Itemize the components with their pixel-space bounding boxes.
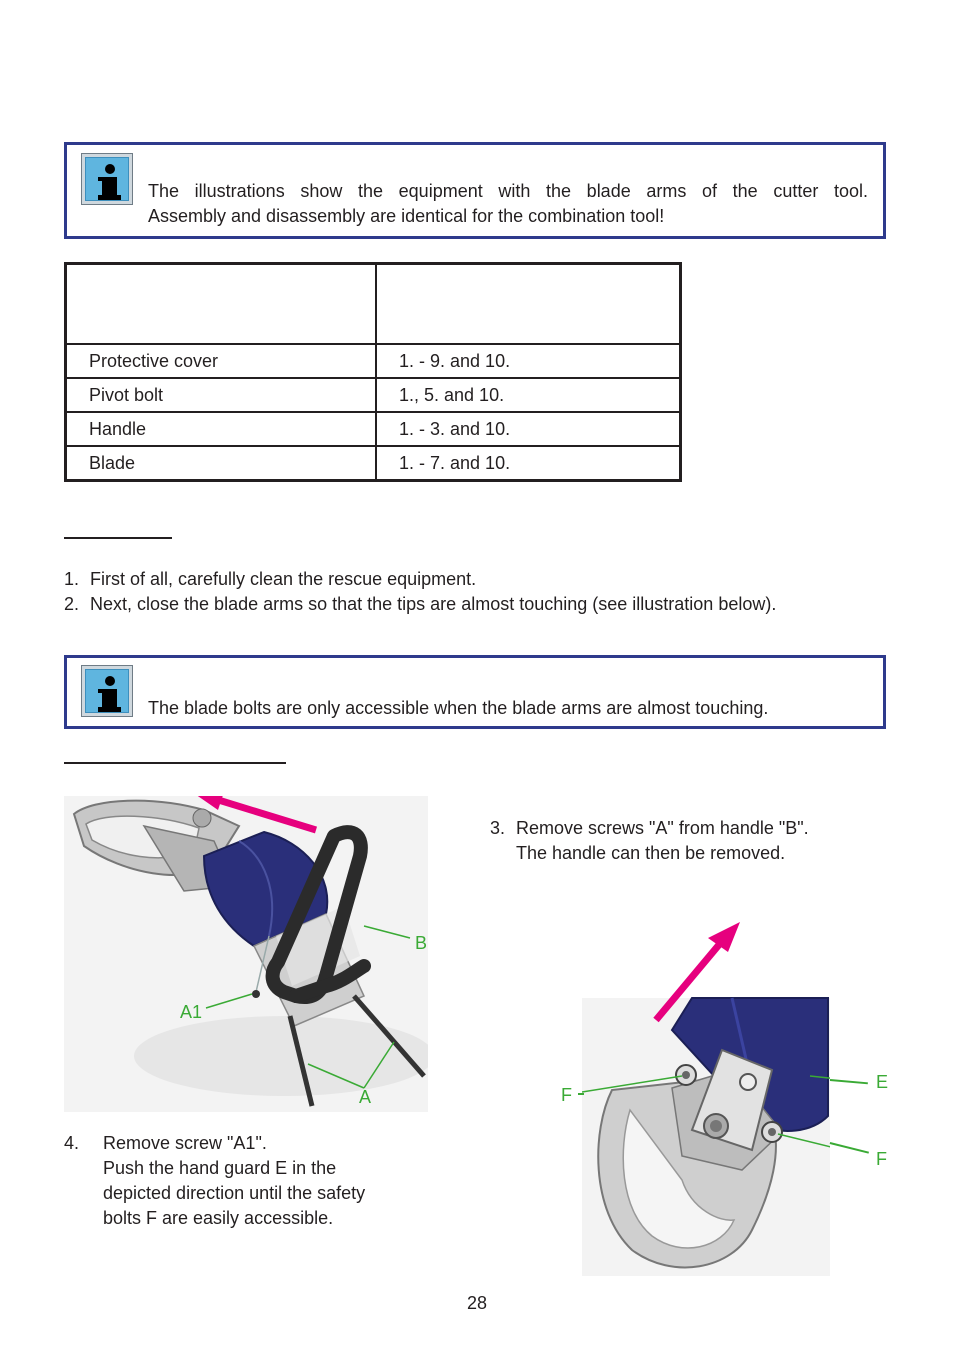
step-text: First of all, carefully clean the rescue equipment. bbox=[90, 569, 477, 589]
handle-removal-illustration bbox=[64, 796, 428, 1112]
step-text: Next, close the blade arms so that the tips are almost touching (see illustration below). bbox=[90, 594, 777, 614]
info-text-line-1: The illustrations show the equipment with the blade arms of the cutter tool. bbox=[148, 181, 868, 201]
assembly-table bbox=[64, 262, 682, 482]
step-3 bbox=[490, 816, 809, 866]
section-heading-rule-2 bbox=[64, 762, 286, 764]
label-a: A bbox=[359, 1087, 372, 1107]
section-heading-rule-1 bbox=[64, 537, 172, 539]
table-header-cell bbox=[66, 264, 377, 345]
table-cell: 1. - 3. and 10. bbox=[376, 412, 681, 446]
table-header-row bbox=[66, 264, 681, 345]
step-text: The handle can then be removed. bbox=[516, 843, 786, 863]
table-row bbox=[66, 378, 681, 412]
step-number: 4. bbox=[64, 1133, 80, 1153]
table-row bbox=[66, 412, 681, 446]
table-row bbox=[66, 344, 681, 378]
label-f-left: F bbox=[561, 1085, 572, 1105]
table-row bbox=[66, 446, 681, 481]
page-number: 28 bbox=[466, 1293, 488, 1313]
label-a1: A1 bbox=[180, 1002, 203, 1022]
table-cell: Protective cover bbox=[66, 344, 377, 378]
steps-list bbox=[64, 567, 776, 617]
leader-line-f1 bbox=[578, 1093, 584, 1095]
label-e: E bbox=[876, 1072, 889, 1092]
label-f-right: F bbox=[876, 1149, 887, 1169]
table-cell: Handle bbox=[66, 412, 377, 446]
table-cell: 1. - 7. and 10. bbox=[376, 446, 681, 481]
info-text-line-2: Assembly and disassembly are identical for the combination tool! bbox=[148, 206, 665, 226]
leader-line-f2 bbox=[830, 1142, 869, 1153]
info-icon bbox=[81, 153, 133, 205]
leader-line-e bbox=[830, 1079, 868, 1084]
info-text-1 bbox=[148, 179, 868, 229]
list-item bbox=[64, 567, 776, 592]
info-box-2 bbox=[64, 655, 886, 729]
step-text: depicted direction until the safety bbox=[103, 1183, 366, 1203]
table-cell: 1., 5. and 10. bbox=[376, 378, 681, 412]
info-icon bbox=[81, 665, 133, 717]
step-4 bbox=[64, 1131, 365, 1231]
step-text: Push the hand guard E in the bbox=[103, 1158, 337, 1178]
step-number: 2. bbox=[64, 594, 80, 614]
step-text: Remove screws "A" from handle "B". bbox=[516, 818, 809, 838]
table-cell: 1. - 9. and 10. bbox=[376, 344, 681, 378]
table-cell: Blade bbox=[66, 446, 377, 481]
info-text-2: The blade bolts are only accessible when the blade arms are almost touching. bbox=[148, 698, 769, 718]
step-text: Remove screw "A1". bbox=[103, 1133, 267, 1153]
step-number: 1. bbox=[64, 569, 80, 589]
label-b: B bbox=[415, 933, 428, 953]
info-box-1 bbox=[64, 142, 886, 239]
list-item bbox=[64, 592, 776, 617]
hand-guard-illustration bbox=[582, 920, 830, 1276]
step-number: 3. bbox=[490, 818, 506, 838]
step-text: bolts F are easily accessible. bbox=[103, 1208, 334, 1228]
table-cell: Pivot bolt bbox=[66, 378, 377, 412]
table-header-cell bbox=[376, 264, 681, 345]
